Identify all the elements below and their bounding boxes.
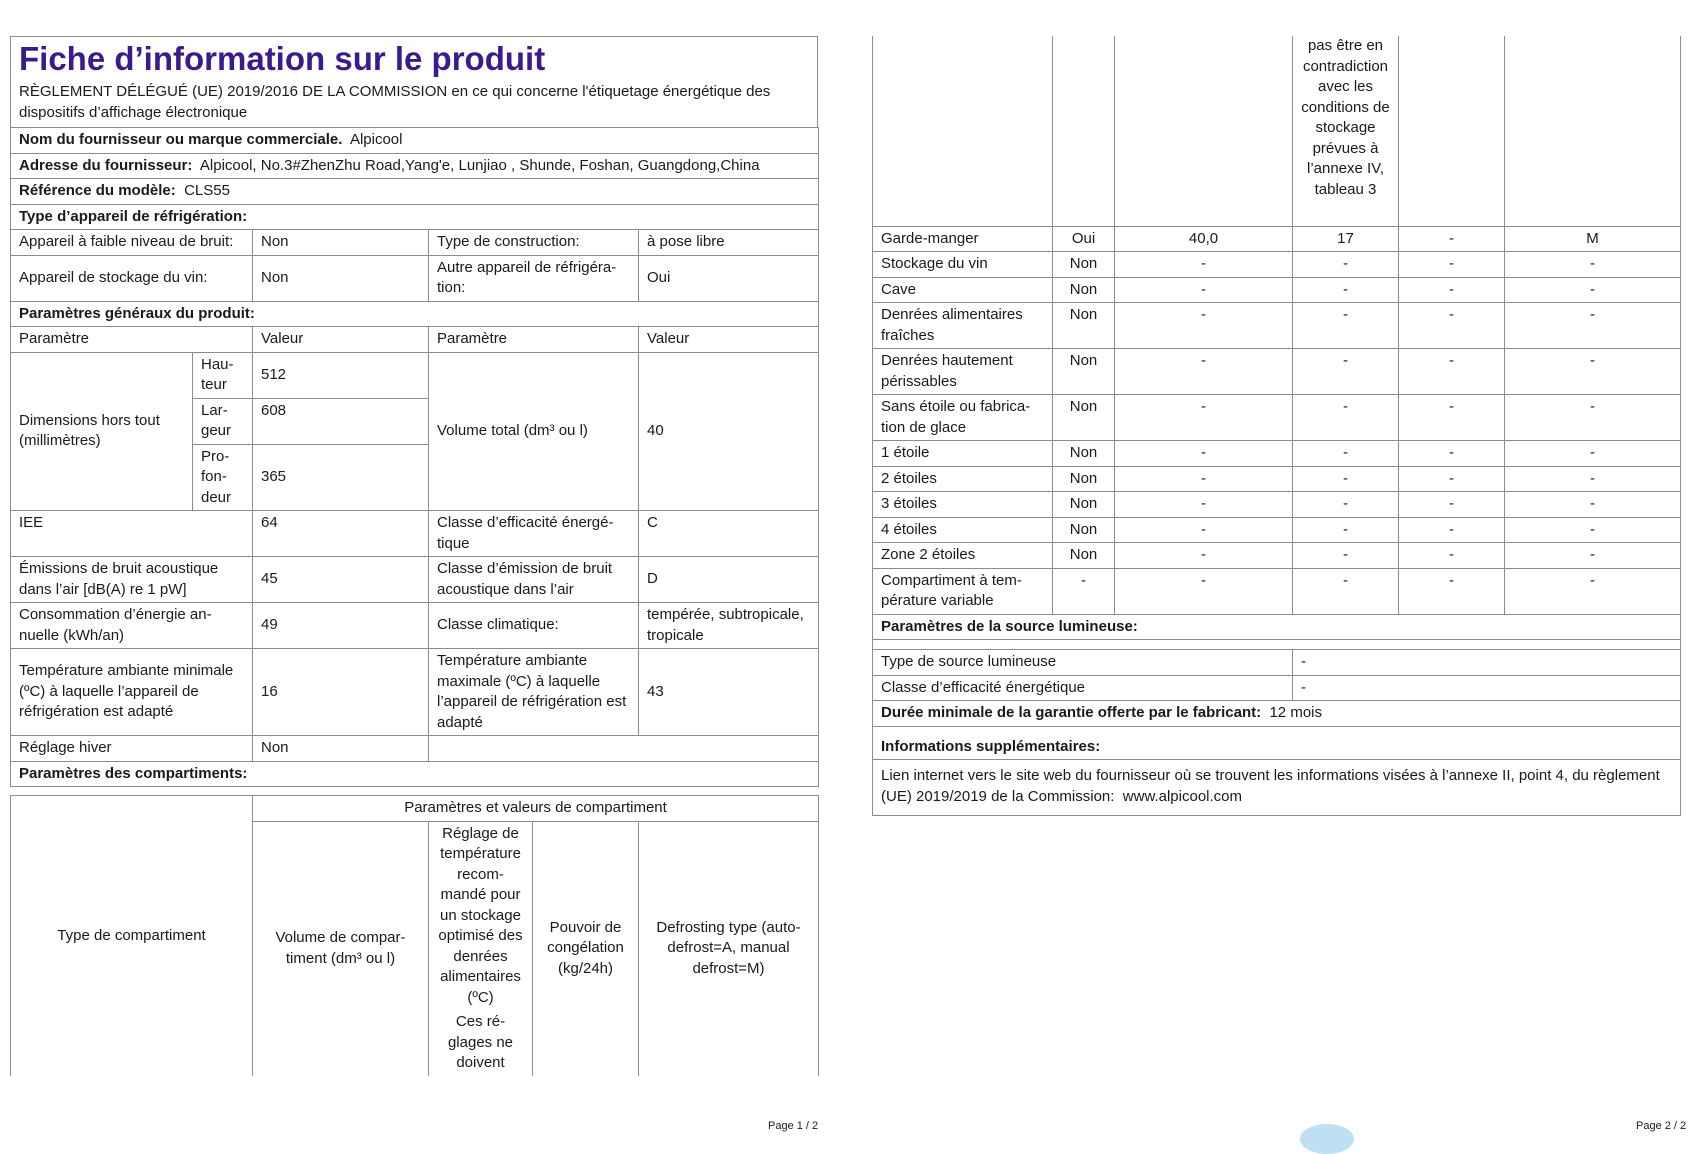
compartment-defrost-cell: - [1505, 466, 1681, 492]
dimensions-label: Dimensions hors tout (millimètres) [11, 352, 193, 511]
compartment-name-cell: 4 étoiles [873, 517, 1053, 543]
compartment-present-cell: Non [1053, 252, 1115, 278]
page-1 [10, 36, 818, 1076]
compartment-present-cell: Non [1053, 492, 1115, 518]
light-spacer [873, 640, 1681, 650]
compartment-header-table [10, 795, 819, 1076]
noise-class-label: Classe d’émission de bruit acoustique dans l’air [429, 557, 639, 603]
warranty-value: 12 mois [1269, 704, 1322, 721]
col-value-header-2: Valeur [639, 327, 819, 353]
logo-partial-icon [1300, 1124, 1354, 1154]
compartment-defrost-cell: M [1505, 226, 1681, 252]
tmin-value: 16 [253, 649, 429, 736]
page-2 [872, 36, 1680, 816]
compartment-defrost-cell: - [1505, 492, 1681, 518]
other-value: Oui [639, 255, 819, 301]
compartment-present-cell: Non [1053, 441, 1115, 467]
compartment-temp-cell: 17 [1293, 226, 1399, 252]
light-type-value: - [1293, 650, 1681, 676]
depth-value: 365 [253, 444, 429, 511]
compartment-temp-cell: - [1293, 441, 1399, 467]
efficiency-value: C [639, 511, 819, 557]
compartment-present-cell: Non [1053, 277, 1115, 303]
compartment-freeze-cell: - [1399, 492, 1505, 518]
page-1-footer: Page 1 / 2 [768, 1120, 819, 1132]
table-row [873, 303, 1681, 349]
compartment-present-cell: Non [1053, 303, 1115, 349]
comp-temp-header: Réglage de température recommandé pour un stockage optimisé des denrées alimentaires (ºC) [438, 824, 523, 1006]
compartment-present-cell: - [1053, 568, 1115, 614]
comp-temp-note-continued: pas être en contradiction avec les conditions de stockage prévues à l’annexe IV, tableau 3 [1293, 36, 1399, 226]
col-value-header: Valeur [253, 327, 429, 353]
compartment-defrost-cell: - [1505, 441, 1681, 467]
other-label: Autre appareil de réfrigération: [429, 255, 639, 301]
comp-temp-header-cell [429, 821, 533, 1076]
compartment-defrost-cell: - [1505, 277, 1681, 303]
compartment-volume-cell: 40,0 [1115, 226, 1293, 252]
cont-empty-2 [1053, 36, 1115, 226]
winter-label: Réglage hiver [11, 736, 253, 762]
noise-value: 45 [253, 557, 429, 603]
compartment-volume-cell: - [1115, 395, 1293, 441]
compartment-temp-cell: - [1293, 277, 1399, 303]
supplier-website-link[interactable]: www.alpicool.com [1122, 787, 1243, 805]
compartment-name-cell: Denrées hautement périssables [873, 349, 1053, 395]
compartment-name-cell: Denrées alimentaires fraîches [873, 303, 1053, 349]
low-noise-value: Non [253, 230, 429, 256]
compartment-defrost-cell: - [1505, 517, 1681, 543]
supplier-address-row [11, 153, 819, 179]
compartment-volume-cell: - [1115, 492, 1293, 518]
low-noise-label: Appareil à faible niveau de bruit: [11, 230, 253, 256]
cont-empty-1 [873, 36, 1053, 226]
compartment-defrost-cell: - [1505, 252, 1681, 278]
compartment-volume-cell: - [1115, 252, 1293, 278]
iee-label: IEE [11, 511, 253, 557]
compartment-present-cell: Non [1053, 349, 1115, 395]
table-row [873, 466, 1681, 492]
comp-params-heading: Paramètres et valeurs de compartiment [253, 796, 819, 822]
cont-empty-3 [1115, 36, 1293, 226]
compartment-name-cell: Cave [873, 277, 1053, 303]
col-param-header: Paramètre [11, 327, 253, 353]
table-row [873, 226, 1681, 252]
page-2-footer: Page 2 / 2 [1636, 1120, 1687, 1132]
comp-volume-header: Volume de compartiment (dm³ ou l) [253, 821, 429, 1076]
noise-class-value: D [639, 557, 819, 603]
compartment-temp-cell: - [1293, 517, 1399, 543]
table-row [873, 395, 1681, 441]
compartment-values-table [872, 36, 1681, 615]
compartment-volume-cell: - [1115, 277, 1293, 303]
model-label: Référence du modèle: [19, 182, 176, 199]
compartment-freeze-cell: - [1399, 303, 1505, 349]
page-title: Fiche d’information sur le produit [19, 40, 546, 77]
compartment-freeze-cell: - [1399, 395, 1505, 441]
compartment-freeze-cell: - [1399, 543, 1505, 569]
compartment-freeze-cell: - [1399, 441, 1505, 467]
compartment-defrost-cell: - [1505, 543, 1681, 569]
compartment-present-cell: Non [1053, 543, 1115, 569]
header-block [10, 36, 818, 127]
compartment-present-cell: Oui [1053, 226, 1115, 252]
compartment-volume-cell: - [1115, 303, 1293, 349]
tmin-label: Température ambiante minimale (ºC) à laquelle l’appareil de réfrigération est adapté [11, 649, 253, 736]
light-type-label: Type de source lumineuse [873, 650, 1293, 676]
col-param-header-2: Paramètre [429, 327, 639, 353]
wine-value: Non [253, 255, 429, 301]
compartment-freeze-cell: - [1399, 226, 1505, 252]
light-source-table [872, 615, 1681, 817]
consumption-label: Consommation d’énergie annuelle (kWh/an) [11, 603, 253, 649]
compartment-volume-cell: - [1115, 568, 1293, 614]
compartment-freeze-cell: - [1399, 517, 1505, 543]
compartment-temp-cell: - [1293, 395, 1399, 441]
compartment-volume-cell: - [1115, 441, 1293, 467]
compartment-volume-cell: - [1115, 349, 1293, 395]
compartment-name-cell: 1 étoile [873, 441, 1053, 467]
compartment-freeze-cell: - [1399, 466, 1505, 492]
compartment-name-cell: Zone 2 étoiles [873, 543, 1053, 569]
comp-freeze-header: Pouvoir de congélation (kg/24h) [533, 821, 639, 1076]
consumption-value: 49 [253, 603, 429, 649]
compartment-name-cell: Sans étoile ou fabrication de glace [873, 395, 1053, 441]
compartment-rows [873, 226, 1681, 614]
cont-empty-6 [1505, 36, 1681, 226]
compartment-volume-cell: - [1115, 543, 1293, 569]
winter-empty [429, 736, 819, 762]
height-value: 512 [253, 352, 429, 398]
compartment-temp-cell: - [1293, 568, 1399, 614]
table-row [873, 441, 1681, 467]
tmax-label: Température ambiante maximale (ºC) à laquelle l’appareil de réfrigération est adapté [429, 649, 639, 736]
compartment-temp-cell: - [1293, 466, 1399, 492]
general-params-heading: Paramètres généraux du produit: [11, 301, 819, 327]
table-row [873, 252, 1681, 278]
comp-temp-note: Ces réglages ne doivent [447, 1013, 514, 1071]
supplier-name-label: Nom du fournisseur ou marque commerciale. [19, 131, 343, 148]
cont-empty-5 [1399, 36, 1505, 226]
fridge-type-heading: Type d’appareil de réfrigération: [11, 204, 819, 230]
regulation-text: RÈGLEMENT DÉLÉGUÉ (UE) 2019/2016 DE LA COMMISSION en ce qui concerne l'étiquetage énergétique des dispositifs d’affichage électronique [19, 83, 771, 121]
compartment-defrost-cell: - [1505, 568, 1681, 614]
compartment-temp-cell: - [1293, 349, 1399, 395]
compartment-defrost-cell: - [1505, 303, 1681, 349]
compartment-defrost-cell: - [1505, 349, 1681, 395]
width-label: Largeur [193, 398, 253, 444]
volume-value: 40 [639, 352, 819, 511]
table-row [873, 517, 1681, 543]
noise-label: Émissions de bruit acoustique dans l’air [dB(A) re 1 pW] [11, 557, 253, 603]
model-row [11, 179, 819, 205]
width-value: 608 [253, 398, 429, 444]
climate-label: Classe climatique: [429, 603, 639, 649]
iee-value: 64 [253, 511, 429, 557]
compartment-freeze-cell: - [1399, 277, 1505, 303]
compartment-present-cell: Non [1053, 517, 1115, 543]
tmax-value: 43 [639, 649, 819, 736]
compartment-defrost-cell: - [1505, 395, 1681, 441]
compartment-name-cell: Garde-manger [873, 226, 1053, 252]
height-label: Hauteur [193, 352, 253, 398]
light-class-label: Classe d’efficacité énergétique [873, 675, 1293, 701]
warranty-label: Durée minimale de la garantie offerte par le fabricant: [881, 704, 1262, 721]
volume-label: Volume total (dm³ ou l) [429, 352, 639, 511]
table-row [873, 492, 1681, 518]
supplier-name-row [11, 128, 819, 154]
compartment-temp-cell: - [1293, 492, 1399, 518]
comp-type-header: Type de compartiment [11, 796, 253, 1076]
climate-value: tempérée, subtropicale, tropicale [639, 603, 819, 649]
product-info-table [10, 127, 819, 787]
compartment-name-cell: 3 étoiles [873, 492, 1053, 518]
compartment-temp-cell: - [1293, 303, 1399, 349]
construction-label: Type de construction: [429, 230, 639, 256]
construction-value: à pose libre [639, 230, 819, 256]
compartment-freeze-cell: - [1399, 568, 1505, 614]
extra-text: Lien internet vers le site web du fournisseur où se trouvent les informations visées à l’annexe II, point 4, du règlement (UE) 2019/2019 de la Commission: [881, 767, 1660, 805]
supplier-address-value: Alpicool, No.3#ZhenZhu Road,Yang'e, Lunjiao , Shunde, Foshan, Guangdong,China [199, 156, 760, 174]
compartment-name-cell: Stockage du vin [873, 252, 1053, 278]
compartment-present-cell: Non [1053, 466, 1115, 492]
supplier-name-value: Alpicool [349, 131, 403, 148]
depth-label: Profondeur [193, 444, 253, 511]
extra-info-row [873, 760, 1681, 816]
compartment-temp-cell: - [1293, 252, 1399, 278]
compartment-volume-cell: - [1115, 517, 1293, 543]
compartments-heading: Paramètres des compartiments: [11, 761, 819, 787]
winter-value: Non [253, 736, 429, 762]
extra-heading: Informations supplémentaires: [873, 726, 1681, 760]
compartment-present-cell: Non [1053, 395, 1115, 441]
model-value: CLS55 [184, 182, 230, 199]
compartment-name-cell: Compartiment à température variable [873, 568, 1053, 614]
efficiency-label: Classe d’efficacité énergétique [429, 511, 639, 557]
table-row [873, 543, 1681, 569]
table-row [873, 349, 1681, 395]
comp-defrost-header: Defrosting type (auto-defrost=A, manual defrost=M) [639, 821, 819, 1076]
compartment-temp-cell: - [1293, 543, 1399, 569]
compartment-freeze-cell: - [1399, 349, 1505, 395]
light-class-value: - [1293, 675, 1681, 701]
compartment-freeze-cell: - [1399, 252, 1505, 278]
table-row [873, 568, 1681, 614]
light-heading: Paramètres de la source lumineuse: [873, 615, 1681, 640]
table-row [873, 277, 1681, 303]
warranty-row [873, 701, 1681, 727]
supplier-address-label: Adresse du fournisseur: [19, 156, 193, 174]
wine-label: Appareil de stockage du vin: [11, 255, 253, 301]
compartment-volume-cell: - [1115, 466, 1293, 492]
compartment-name-cell: 2 étoiles [873, 466, 1053, 492]
